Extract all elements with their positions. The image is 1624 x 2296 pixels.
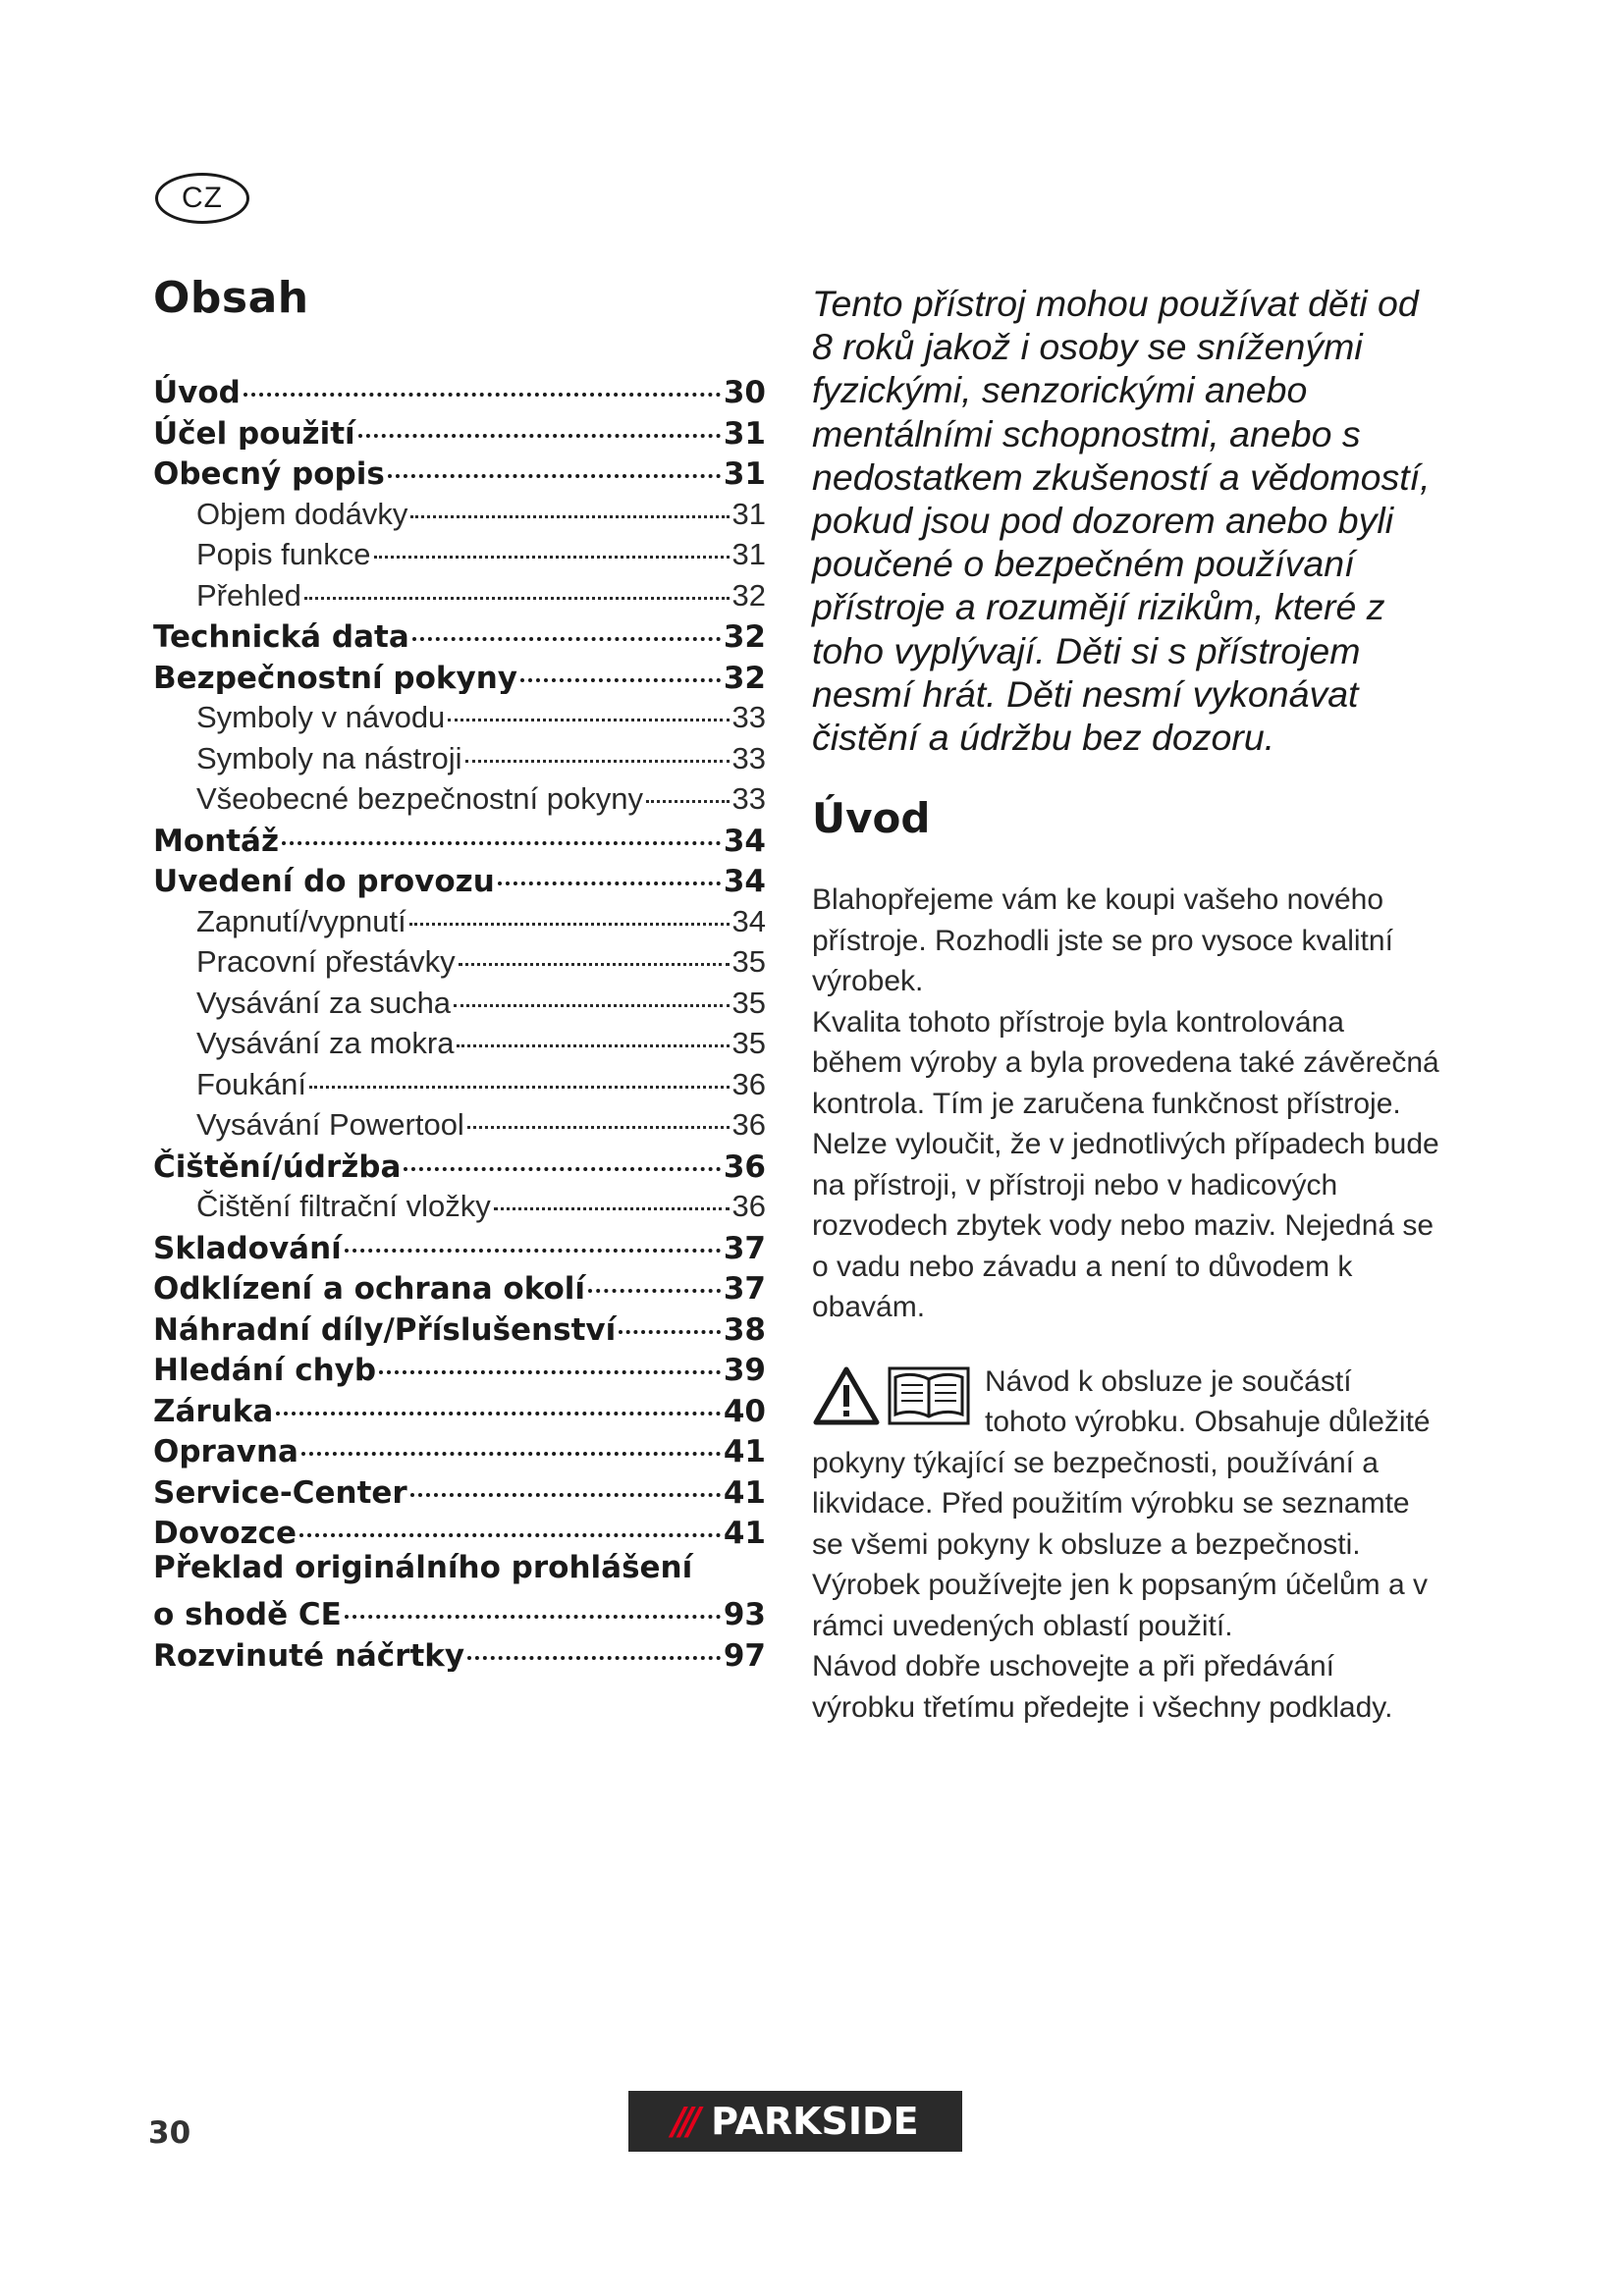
toc-entry[interactable]: Záruka 40 [153, 1387, 766, 1428]
toc-entry[interactable]: Opravna 41 [153, 1427, 766, 1468]
toc-subentry[interactable]: Vysávání za mokra 35 [153, 1020, 766, 1061]
open-book-icon [887, 1365, 971, 1426]
right-column [812, 282, 1440, 1728]
toc-entry[interactable]: Odklízení a ochrana okolí 37 [153, 1264, 766, 1306]
toc-subentry[interactable]: Objem dodávky 31 [153, 491, 766, 532]
toc-subentry[interactable]: Pracovní přestávky 35 [153, 938, 766, 980]
toc-entry[interactable]: Uvedení do provozu 34 [153, 857, 766, 898]
toc-entry[interactable]: Montáž 34 [153, 817, 766, 858]
section-title-intro: Úvod [812, 794, 931, 843]
toc-subentry[interactable]: Symboly v návodu 33 [153, 694, 766, 735]
toc-subentry[interactable]: Foukání 36 [153, 1061, 766, 1102]
brand-logo [628, 2091, 962, 2152]
warning-triangle-icon [812, 1365, 881, 1426]
language-badge: CZ [155, 173, 249, 224]
toc-entry[interactable]: Technická data 32 [153, 613, 766, 654]
toc-entry[interactable]: Skladování 37 [153, 1224, 766, 1265]
toc-entry[interactable]: Service-Center 41 [153, 1468, 766, 1510]
toc-title: Obsah [153, 273, 309, 323]
toc-entry[interactable]: Dovozce 41 [153, 1509, 766, 1550]
manual-notice-text: Návod k obsluze je součástí tohoto výrobku. Obsahuje důležité pokyny týkající se bezpečnosti, používání a likvidace. Před použitím výrobku se seznamte se všemi pokyny k obsluze a bezpečnosti. Výrobek používejte jen k popsaným účelům a v rámci uvedených oblastí použití. [812, 1364, 1431, 1642]
page-number: 30 [148, 2115, 191, 2151]
toc-subentry[interactable]: Všeobecné bezpečnostní pokyny 33 [153, 775, 766, 817]
toc-subentry[interactable]: Symboly na nástroji 33 [153, 735, 766, 776]
toc-entry[interactable]: Bezpečnostní pokyny 32 [153, 654, 766, 695]
toc-entry[interactable]: Čištění/údržba 36 [153, 1143, 766, 1184]
toc-entry-declaration-line2[interactable]: o shodě CE 93 [153, 1590, 766, 1631]
intro-paragraph-2: Kvalita tohoto přístroje byla kontrolována během výroby a byla provedena také závěrečná kontrola. Tím je zaručena funkčnost přístroje. Nelze vyloučit, že v jednotlivých případech bude na přístroji, v přístroji nebo v hadicových rozvodech zbytek vody nebo maziv. Nejedná se o vadu nebo závadu a není to důvodem k obavám. [812, 1005, 1439, 1324]
toc-subentry[interactable]: Vysávání Powertool 36 [153, 1101, 766, 1143]
intro-paragraph-3: Návod dobře uschovejte a při předávání výrobku třetímu předejte i všechny podklady. [812, 1650, 1393, 1724]
toc-entry[interactable]: Hledání chyb 39 [153, 1346, 766, 1387]
manual-notice [812, 1362, 1440, 1647]
toc-entry-declaration-line1[interactable]: Překlad originálního prohlášení [153, 1549, 693, 1585]
toc-subentry[interactable]: Přehled 32 [153, 572, 766, 614]
toc-subentry[interactable]: Zapnutí/vypnutí 34 [153, 898, 766, 939]
toc-entry[interactable]: Účel použití 31 [153, 409, 766, 451]
toc-subentry[interactable]: Vysávání za sucha 35 [153, 980, 766, 1021]
brand-name: PARKSIDE [711, 2100, 919, 2143]
table-of-contents [153, 368, 766, 1672]
toc-entry[interactable]: Rozvinuté náčrtky 97 [153, 1631, 766, 1673]
child-safety-notice: Tento přístroj mohou používat děti od 8 roků jakož i osoby se sníženými fyzickými, senzorickými anebo mentálními schopnostmi, anebo s nedostatkem zkušeností a vědomostí, pokud jsou pod dozorem anebo byli poučené o bezpečném používaní přístroje a rozumějí rizikům, které z toho vyplývají. Děti si s přístrojem nesmí hrát. Děti nesmí vykonávat čistění a údržbu bez dozoru. [812, 283, 1431, 759]
intro-paragraph-1: Blahopřejeme vám ke koupi vašeho nového přístroje. Rozhodli jste se pro vysoce kvalitní výrobek. [812, 883, 1393, 998]
toc-subentry[interactable]: Popis funkce 31 [153, 531, 766, 572]
toc-subentry[interactable]: Čištění filtrační vložky 36 [153, 1183, 766, 1224]
toc-entry[interactable]: Úvod 30 [153, 368, 766, 409]
brand-slashes: /// [672, 2100, 696, 2143]
toc-entry[interactable]: Obecný popis 31 [153, 450, 766, 491]
toc-entry[interactable]: Náhradní díly/Příslušenství 38 [153, 1306, 766, 1347]
